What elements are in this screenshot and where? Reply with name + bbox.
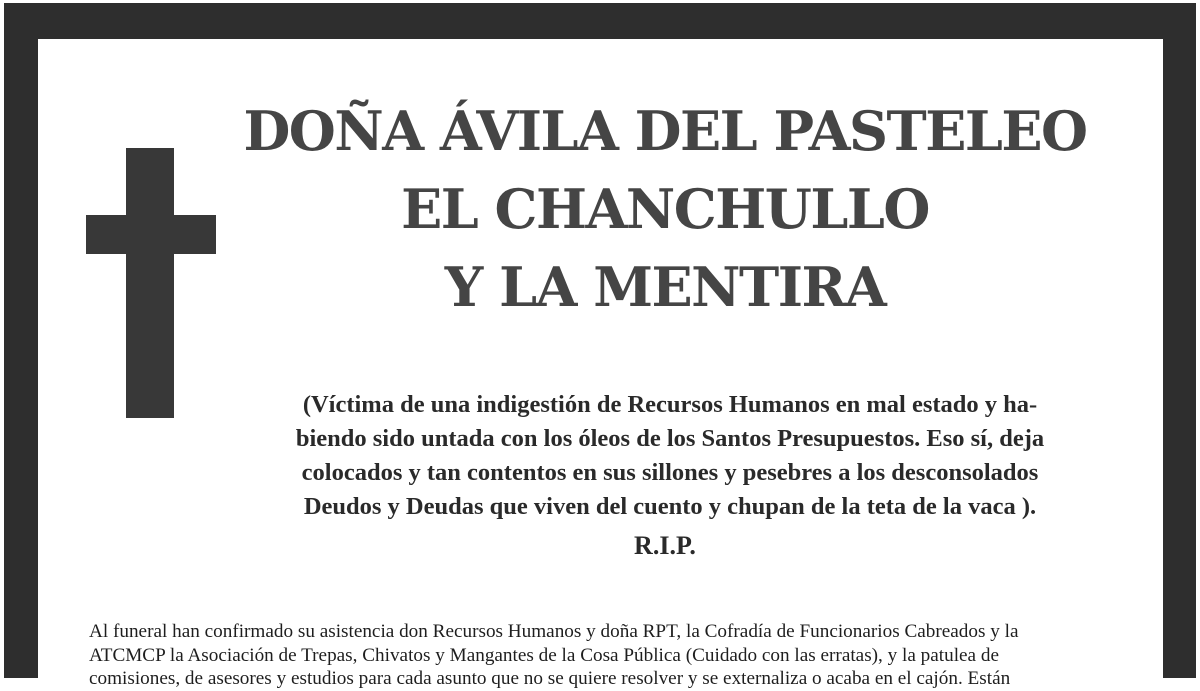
title-line-1: DOÑA ÁVILA DEL PASTELEO — [243, 99, 1087, 163]
epitaph-line-1: (Víctima de una indigestión de Recursos Humanos en mal estado y ha- — [302, 391, 1038, 418]
title-line-2: EL CHANCHULLO — [401, 177, 929, 241]
mourning-border-top — [4, 3, 1196, 39]
title-line-3: Y LA MENTIRA — [444, 255, 886, 319]
epitaph-line-4: Deudos y Deudas que viven del cuento y chupan de la teta de la vaca ). — [303, 493, 1037, 520]
cross-vertical-bar — [126, 148, 174, 418]
epitaph-line-3: colocados y tan contentos en sus sillones y pesebres a los desconsolados — [301, 459, 1039, 486]
rip-label: R.I.P. — [634, 531, 696, 560]
epitaph-paragraph — [234, 388, 1106, 524]
epitaph-line-2: biendo sido untada con los óleos de los Santos Presupuestos. Eso sí, deja — [295, 425, 1045, 452]
body-line-2: ATCMCP la Asociación de Trepas, Chivatos y Mangantes de la Cosa Pública (Cuidado con las erratas), y la patulea de — [89, 644, 999, 666]
mourning-border-left — [4, 3, 38, 678]
funeral-attendance-paragraph — [89, 620, 1119, 691]
body-line-1: Al funeral han confirmado su asistencia don Recursos Humanos y doña RPT, la Cofradía de Funcionarios Cabreados y la — [89, 621, 1019, 642]
body-line-3: comisiones, de asesores y estudios para cada asunto que no se quiere resolver y se externaliza o acaba en el cajón. Están — [89, 668, 1011, 689]
cross-horizontal-bar — [86, 215, 216, 254]
deceased-name-title — [220, 92, 1110, 326]
mourning-border-right — [1163, 3, 1196, 678]
